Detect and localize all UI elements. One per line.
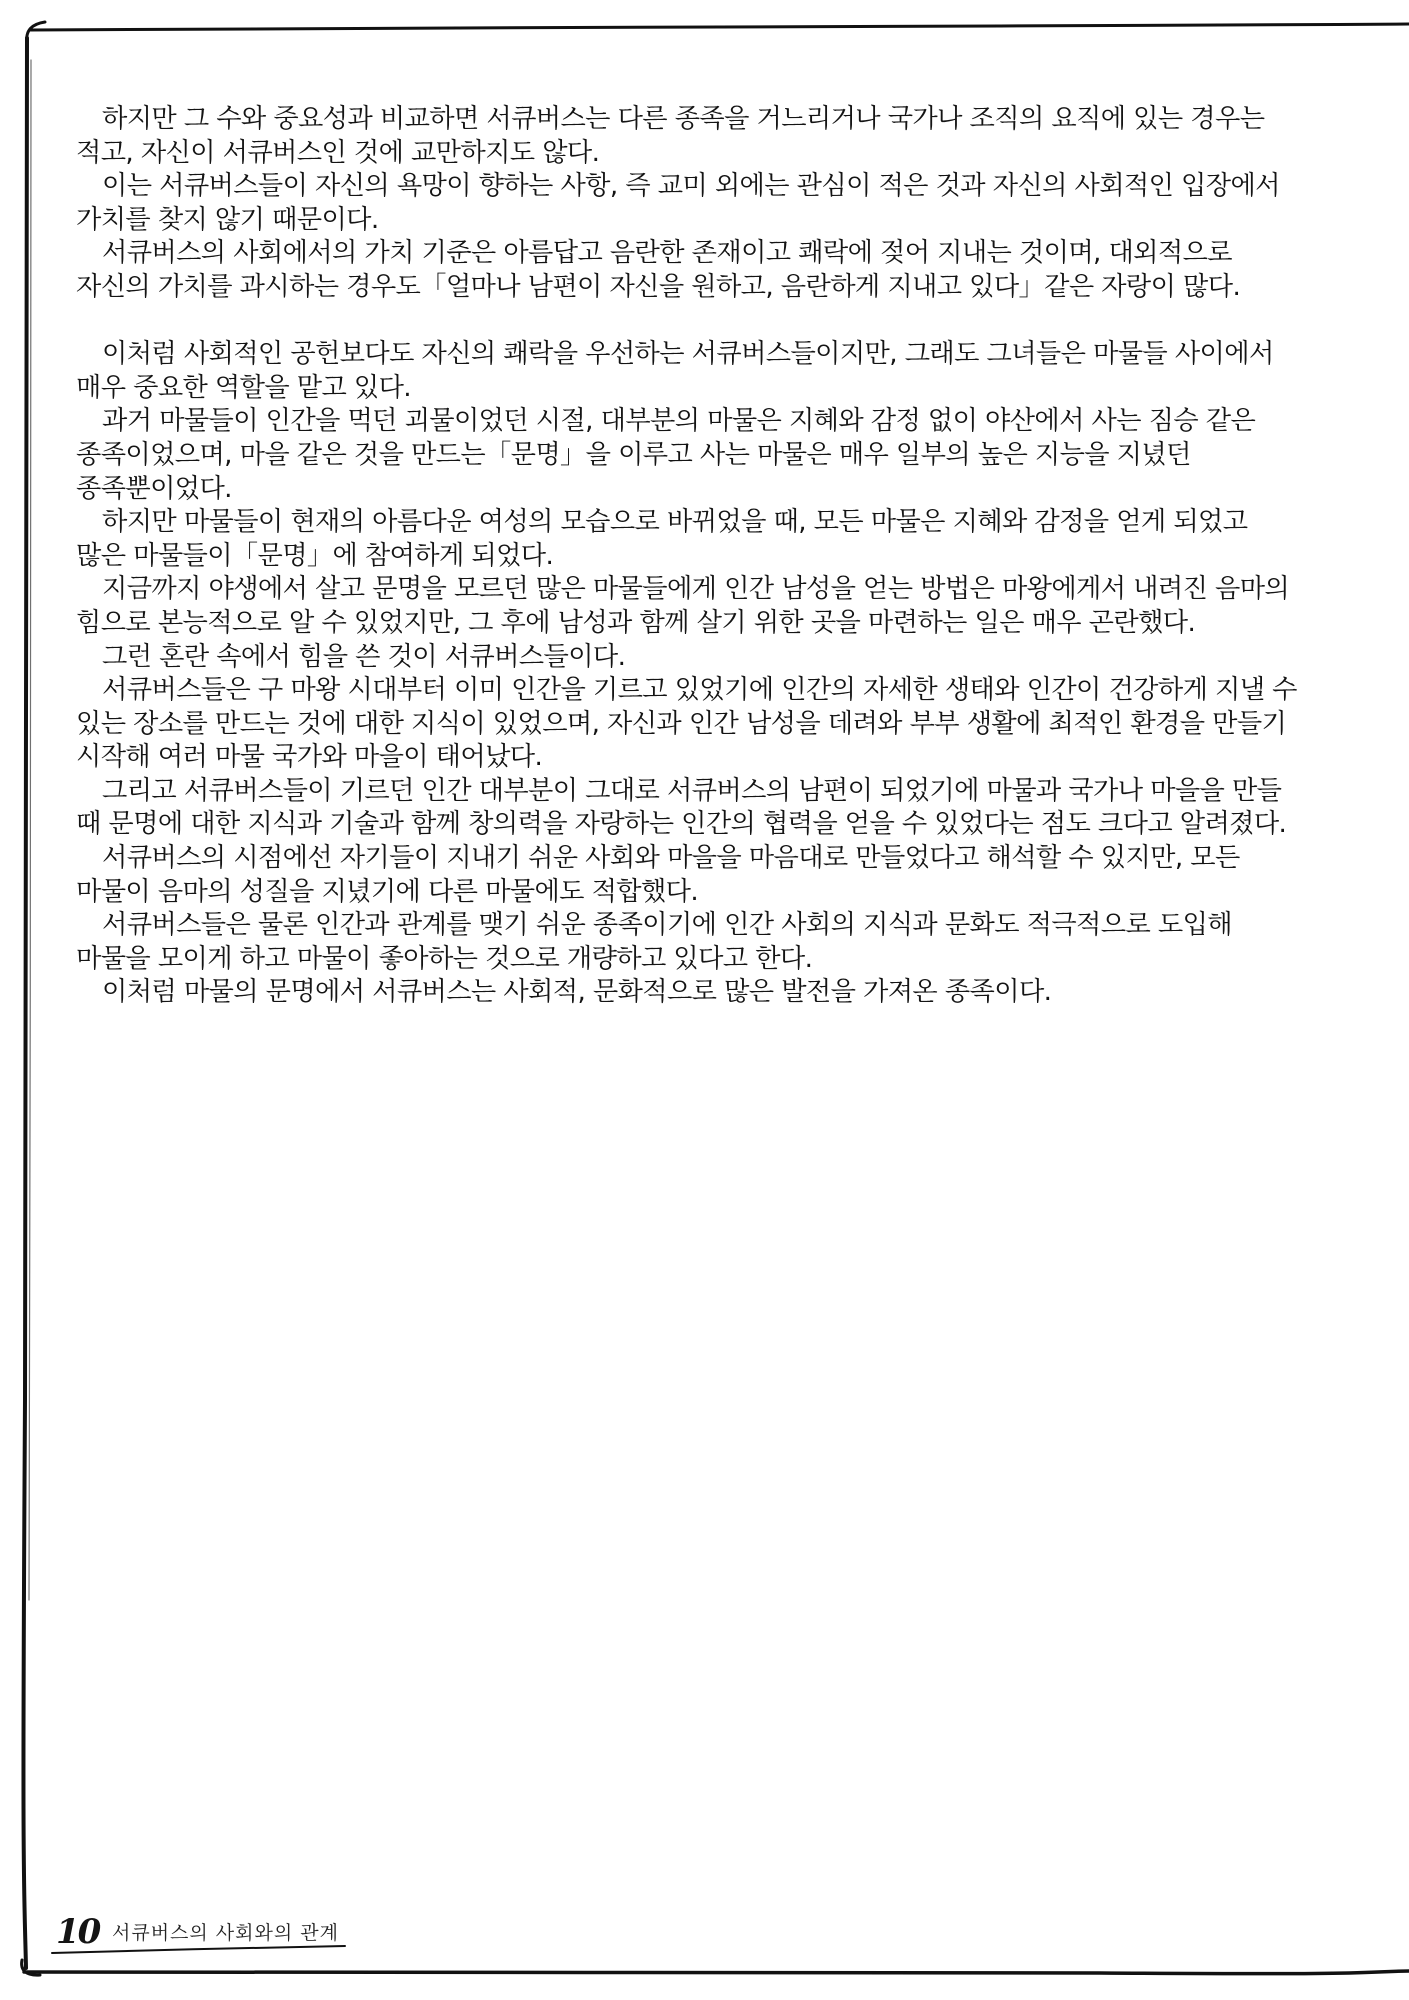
text-line: 과거 마물들이 인간을 먹던 괴물이었던 시절, 대부분의 마물은 지혜와 감정 없이 야산에서 사는 짐승 같은 [102,406,1256,437]
text-line: 지금까지 야생에서 살고 문명을 모르던 많은 마물들에게 인간 남성을 얻는 방법은 마왕에게서 내려진 음마의 [102,574,1290,605]
text-line: 많은 마물들이「문명」에 참여하게 되었다. [76,540,554,571]
paragraph [76,573,1290,640]
text-line: 힘으로 본능적으로 알 수 있었지만, 그 후에 남성과 함께 살기 위한 곳을 마련하는 일은 매우 곤란했다. [76,607,1196,638]
text-line: 적고, 자신이 서큐버스인 것에 교만하지도 않다. [76,137,600,168]
text-line: 마물이 음마의 성질을 지녔기에 다른 마물에도 적합했다. [76,876,699,907]
page-number: 10 [56,1912,100,1952]
page-footer [54,1912,354,1960]
text-line: 서큐버스의 사회에서의 가치 기준은 아름답고 음란한 존재이고 쾌락에 젖어 지내는 것이며, 대외적으로 [102,238,1232,269]
text-line: 시작해 여러 마물 국가와 마을이 태어났다. [76,742,543,773]
paragraph [76,842,1240,909]
text-line: 이처럼 마물의 문명에서 서큐버스는 사회적, 문화적으로 많은 발전을 가져온 종족이다. [102,977,1052,1008]
paragraph-gap [76,305,1226,339]
text-line: 종족이었으며, 마을 같은 것을 만드는「문명」을 이루고 사는 마물은 매우 일부의 높은 지능을 지녔던 [76,439,1191,470]
text-line: 서큐버스들은 물론 인간과 관계를 맺기 쉬운 종족이기에 인간 사회의 지식과 문화도 적극적으로 도입해 [102,910,1232,941]
text-line: 하지만 마물들이 현재의 아름다운 여성의 모습으로 바뀌었을 때, 모든 마물은 지혜와 감정을 얻게 되었고 [102,507,1248,538]
paragraph [76,338,1274,405]
paragraph [76,976,1226,1010]
paragraph [76,237,1241,304]
text-line: 가치를 찾지 않기 때문이다. [76,204,379,235]
text-line: 있는 장소를 만드는 것에 대한 지식이 있었으며, 자신과 인간 남성을 데려와 부부 생활에 최적인 환경을 만들기 [76,708,1287,739]
text-line: 이는 서큐버스들이 자신의 욕망이 향하는 사항, 즉 교미 외에는 관심이 적은 것과 자신의 사회적인 입장에서 [102,171,1280,202]
text-line: 하지만 그 수와 중요성과 비교하면 서큐버스는 다른 종족을 거느리거나 국가나 조직의 요직에 있는 경우는 [102,104,1265,134]
text-line: 매우 중요한 역할을 맡고 있다. [76,372,411,403]
paragraph [76,641,1226,675]
paragraph [76,909,1232,976]
text-line: 그런 혼란 속에서 힘을 쓴 것이 서큐버스들이다. [102,641,626,672]
text-line: 마물을 모이게 하고 마물이 좋아하는 것으로 개량하고 있다고 한다. [76,943,813,974]
paragraph [76,775,1287,842]
paragraph [76,674,1297,775]
paragraph [76,170,1280,237]
text-line: 종족뿐이었다. [76,473,232,504]
text-line: 때 문명에 대한 지식과 기술과 함께 창의력을 자랑하는 인간의 협력을 얻을 수 있었다는 점도 크다고 알려졌다. [76,809,1287,840]
text-line: 자신의 가치를 과시하는 경우도「얼마나 남편이 자신을 원하고, 음란하게 지내고 있다」같은 자랑이 많다. [76,271,1241,302]
section-title: 서큐버스의 사회와의 관계 [112,1922,339,1944]
text-line: 그리고 서큐버스들이 기르던 인간 대부분이 그대로 서큐버스의 남편이 되었기에 마물과 국가나 마을을 만들 [102,775,1282,806]
text-line: 서큐버스의 시점에선 자기들이 지내기 쉬운 사회와 마을을 마음대로 만들었다고 해석할 수 있지만, 모든 [102,843,1240,874]
text-line: 이처럼 사회적인 공헌보다도 자신의 쾌락을 우선하는 서큐버스들이지만, 그래도 그녀들은 마물들 사이에서 [102,339,1274,370]
paragraph [76,103,1265,170]
body-text [76,103,1297,1010]
paragraph [76,506,1248,573]
text-line: 서큐버스들은 구 마왕 시대부터 이미 인간을 기르고 있었기에 인간의 자세한 생태와 인간이 건강하게 지낼 수 [102,675,1297,706]
paragraph [76,405,1256,506]
